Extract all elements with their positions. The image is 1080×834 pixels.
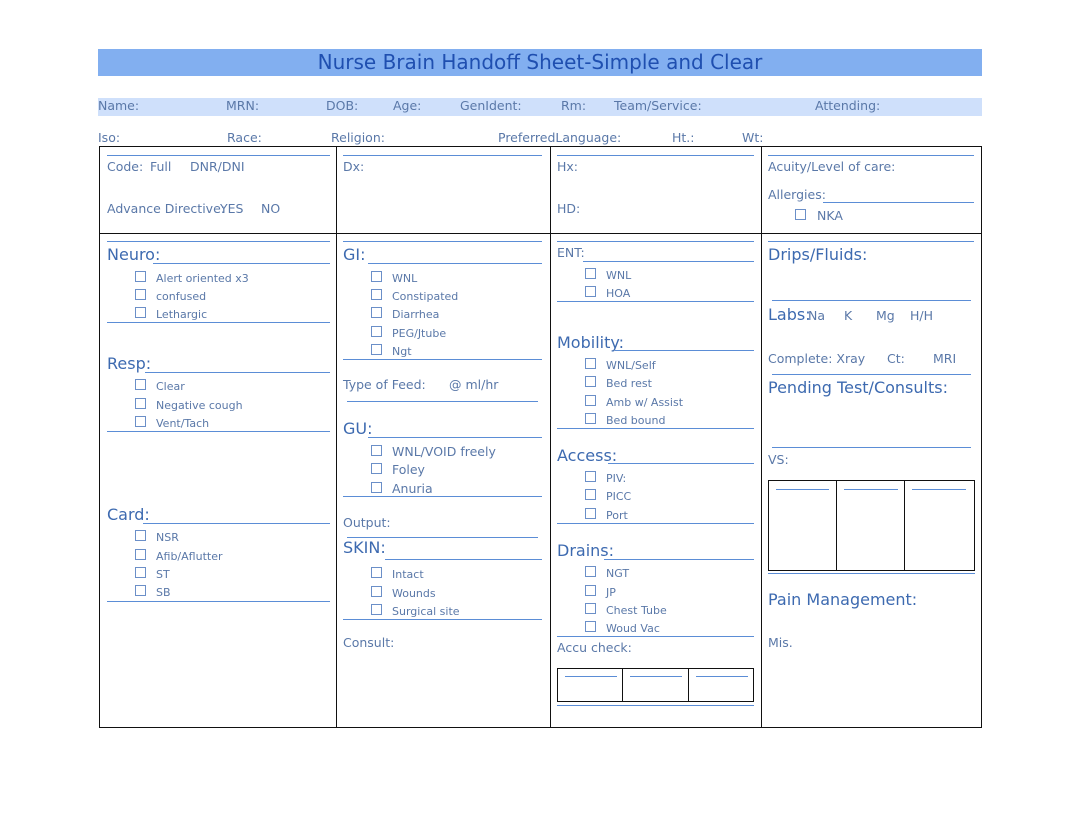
labs-na: Na bbox=[808, 308, 826, 323]
race-label: Race: bbox=[227, 130, 262, 145]
ct-label: Ct: bbox=[887, 351, 905, 366]
gi-title: GI: bbox=[343, 245, 366, 264]
mobility-checkbox[interactable] bbox=[585, 395, 596, 406]
card-item: NSR bbox=[156, 531, 179, 544]
access-checkbox[interactable] bbox=[585, 489, 596, 500]
height-label: Ht.: bbox=[672, 130, 695, 145]
card-checkbox[interactable] bbox=[135, 549, 146, 560]
resp-checkbox[interactable] bbox=[135, 379, 146, 390]
drains-item: NGT bbox=[606, 567, 630, 580]
resp-checkbox[interactable] bbox=[135, 416, 146, 427]
acuity-label: Acuity/Level of care: bbox=[768, 159, 896, 174]
feed-type-label: Type of Feed: bbox=[343, 377, 426, 392]
drains-checkbox[interactable] bbox=[585, 585, 596, 596]
dob-label: DOB: bbox=[326, 98, 359, 113]
card-title: Card: bbox=[107, 505, 150, 524]
mri-label: MRI bbox=[933, 351, 957, 366]
grid-row-divider bbox=[99, 233, 982, 234]
misc-label: Mis. bbox=[768, 635, 793, 650]
gu-checkbox[interactable] bbox=[371, 482, 382, 493]
allergies-label: Allergies: bbox=[768, 187, 826, 202]
pending-title: Pending Test/Consults: bbox=[768, 378, 948, 397]
grid-col-divider bbox=[336, 146, 337, 728]
neuro-item: confused bbox=[156, 290, 207, 303]
nka-checkbox[interactable] bbox=[795, 209, 806, 220]
drains-checkbox[interactable] bbox=[585, 621, 596, 632]
language-label: PreferredLanguage: bbox=[498, 130, 622, 145]
religion-label: Religion: bbox=[331, 130, 385, 145]
resp-item: Negative cough bbox=[156, 399, 243, 412]
ent-checkbox[interactable] bbox=[585, 268, 596, 279]
drains-item: JP bbox=[606, 586, 616, 599]
gi-item: Ngt bbox=[392, 345, 412, 358]
ent-checkbox[interactable] bbox=[585, 286, 596, 297]
gu-item: Foley bbox=[392, 462, 425, 477]
card-item: ST bbox=[156, 568, 170, 581]
drains-item: Chest Tube bbox=[606, 604, 667, 617]
resp-item: Clear bbox=[156, 380, 185, 393]
gu-title: GU: bbox=[343, 419, 373, 438]
gi-checkbox[interactable] bbox=[371, 344, 382, 355]
access-item: Port bbox=[606, 509, 628, 522]
grid-col-divider bbox=[550, 146, 551, 728]
card-item: Afib/Aflutter bbox=[156, 550, 223, 563]
neuro-checkbox[interactable] bbox=[135, 289, 146, 300]
resp-title: Resp: bbox=[107, 354, 152, 373]
skin-title: SKIN: bbox=[343, 538, 386, 557]
access-checkbox[interactable] bbox=[585, 471, 596, 482]
mobility-item: Bed rest bbox=[606, 377, 652, 390]
access-checkbox[interactable] bbox=[585, 508, 596, 519]
code-label: Code: bbox=[107, 159, 144, 174]
access-title: Access: bbox=[557, 446, 618, 465]
dx-label: Dx: bbox=[343, 159, 365, 174]
drips-title: Drips/Fluids: bbox=[768, 245, 868, 264]
grid-col-divider bbox=[761, 146, 762, 728]
mobility-checkbox[interactable] bbox=[585, 358, 596, 369]
pain-management-title: Pain Management: bbox=[768, 590, 918, 609]
access-item: PICC bbox=[606, 490, 632, 503]
skin-checkbox[interactable] bbox=[371, 604, 382, 615]
resp-checkbox[interactable] bbox=[135, 398, 146, 409]
advance-yes: YES bbox=[220, 201, 244, 216]
code-dnr: DNR/DNI bbox=[190, 159, 245, 174]
gu-item: Anuria bbox=[392, 481, 433, 496]
gi-checkbox[interactable] bbox=[371, 326, 382, 337]
gi-item: PEG/Jtube bbox=[392, 327, 447, 340]
ent-title: ENT: bbox=[557, 245, 585, 260]
ent-item: WNL bbox=[606, 269, 632, 282]
genident-label: GenIdent: bbox=[460, 98, 522, 113]
neuro-item: Alert oriented x3 bbox=[156, 272, 249, 285]
drains-item: Woud Vac bbox=[606, 622, 660, 635]
advance-directive-label: Advance Directive: bbox=[107, 201, 225, 216]
drains-title: Drains: bbox=[557, 541, 615, 560]
card-item: SB bbox=[156, 586, 171, 599]
vs-label: VS: bbox=[768, 452, 789, 467]
gi-checkbox[interactable] bbox=[371, 307, 382, 318]
gu-checkbox[interactable] bbox=[371, 463, 382, 474]
team-service-label: Team/Service: bbox=[614, 98, 702, 113]
gi-item: Constipated bbox=[392, 290, 459, 303]
complete-xray-label: Complete: Xray bbox=[768, 351, 866, 366]
room-label: Rm: bbox=[561, 98, 587, 113]
neuro-checkbox[interactable] bbox=[135, 271, 146, 282]
weight-label: Wt: bbox=[742, 130, 764, 145]
labs-k: K bbox=[844, 308, 853, 323]
neuro-checkbox[interactable] bbox=[135, 307, 146, 318]
ent-item: HOA bbox=[606, 287, 631, 300]
drains-checkbox[interactable] bbox=[585, 566, 596, 577]
hx-label: Hx: bbox=[557, 159, 579, 174]
name-label: Name: bbox=[98, 98, 140, 113]
card-checkbox[interactable] bbox=[135, 530, 146, 541]
gi-checkbox[interactable] bbox=[371, 271, 382, 282]
hd-label: HD: bbox=[557, 201, 581, 216]
mobility-item: Bed bound bbox=[606, 414, 666, 427]
mobility-item: WNL/Self bbox=[606, 359, 656, 372]
mobility-checkbox[interactable] bbox=[585, 376, 596, 387]
skin-item: Surgical site bbox=[392, 605, 460, 618]
consult-label: Consult: bbox=[343, 635, 395, 650]
card-checkbox[interactable] bbox=[135, 585, 146, 596]
vital-signs-table bbox=[768, 480, 975, 571]
card-checkbox[interactable] bbox=[135, 567, 146, 578]
accu-check-label: Accu check: bbox=[557, 640, 632, 655]
gi-checkbox[interactable] bbox=[371, 289, 382, 300]
attending-label: Attending: bbox=[815, 98, 881, 113]
skin-checkbox[interactable] bbox=[371, 586, 382, 597]
mobility-item: Amb w/ Assist bbox=[606, 396, 684, 409]
skin-checkbox[interactable] bbox=[371, 567, 382, 578]
page-title: Nurse Brain Handoff Sheet-Simple and Clear bbox=[98, 49, 982, 76]
resp-item: Vent/Tach bbox=[156, 417, 210, 430]
labs-mg: Mg bbox=[876, 308, 895, 323]
gu-checkbox[interactable] bbox=[371, 445, 382, 456]
access-item: PIV: bbox=[606, 472, 627, 485]
mobility-title: Mobility: bbox=[557, 333, 625, 352]
advance-no: NO bbox=[261, 201, 281, 216]
skin-item: Intact bbox=[392, 568, 424, 581]
age-label: Age: bbox=[393, 98, 422, 113]
gu-item: WNL/VOID freely bbox=[392, 444, 496, 459]
feed-rate-label: @ ml/hr bbox=[449, 377, 499, 392]
mobility-checkbox[interactable] bbox=[585, 413, 596, 424]
mrn-label: MRN: bbox=[226, 98, 260, 113]
output-label: Output: bbox=[343, 515, 391, 530]
gi-item: WNL bbox=[392, 272, 418, 285]
drains-checkbox[interactable] bbox=[585, 603, 596, 614]
accu-check-table bbox=[557, 668, 754, 702]
neuro-item: Lethargic bbox=[156, 308, 208, 321]
neuro-title: Neuro: bbox=[107, 245, 161, 264]
labs-hh: H/H bbox=[910, 308, 934, 323]
code-full: Full bbox=[150, 159, 172, 174]
skin-item: Wounds bbox=[392, 587, 436, 600]
gi-item: Diarrhea bbox=[392, 308, 440, 321]
labs-title: Labs: bbox=[768, 305, 811, 324]
nka-label: NKA bbox=[817, 208, 843, 223]
iso-label: Iso: bbox=[98, 130, 121, 145]
